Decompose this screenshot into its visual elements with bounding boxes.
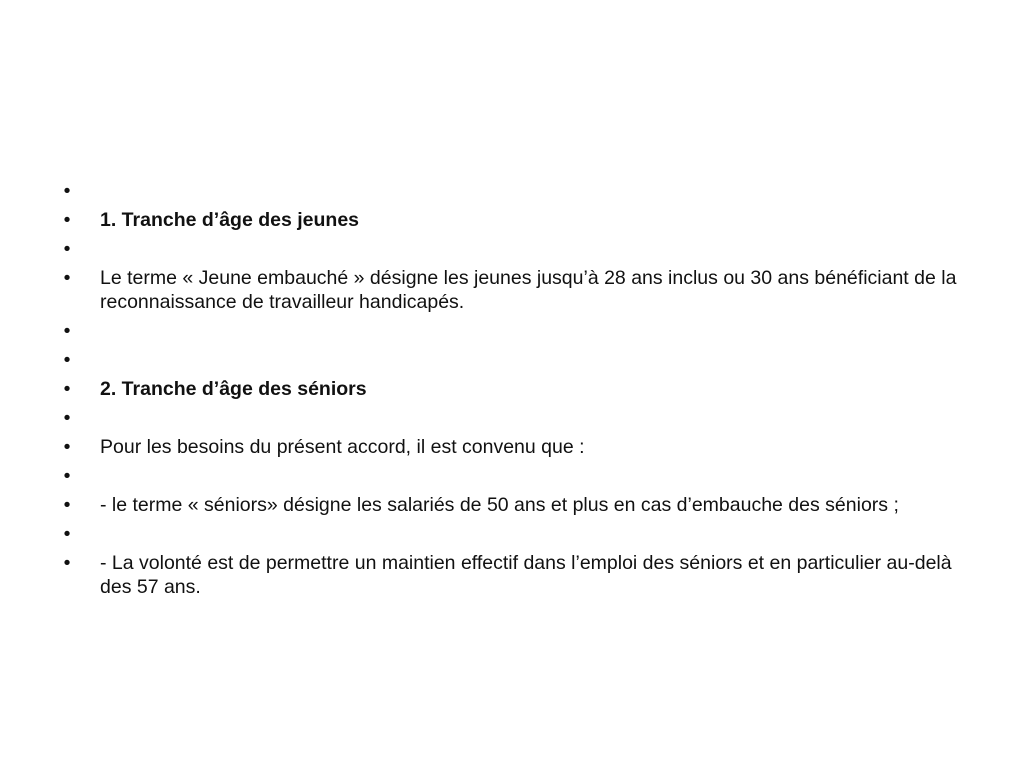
bullet-dot-icon: • [63, 238, 71, 260]
paragraph-volonte-maintien [60, 551, 960, 599]
heading-seniors [60, 377, 960, 401]
bullet-dot-icon: • [63, 209, 71, 231]
bullet-dot-icon: • [63, 267, 71, 289]
bullet-dot-icon: • [63, 436, 71, 458]
bullet-item-empty [60, 464, 960, 488]
bullet-item-empty [60, 237, 960, 261]
bullet-dot-icon: • [63, 180, 71, 202]
bullet-item-empty [60, 179, 960, 203]
paragraph-text: Pour les besoins du présent accord, il est convenu que : [100, 436, 585, 458]
bullet-item-empty [60, 406, 960, 430]
paragraph-text: Le terme « Jeune embauché » désigne les jeunes jusqu’à 28 ans inclus ou 30 ans bénéficiant de la reconnaissance de travailleur handicapés. [100, 267, 957, 313]
bullet-dot-icon: • [63, 552, 71, 574]
paragraph-text: - le terme « séniors» désigne les salariés de 50 ans et plus en cas d’embauche des séniors ; [100, 494, 899, 516]
bullet-item-empty [60, 319, 960, 343]
paragraph-text: - La volonté est de permettre un maintien effectif dans l’emploi des séniors et en particulier au-delà des 57 ans. [100, 552, 952, 598]
bullet-dot-icon: • [63, 465, 71, 487]
bullet-item-empty [60, 348, 960, 372]
paragraph-jeune-embauche [60, 266, 960, 314]
bullet-item-empty [60, 522, 960, 546]
bullet-dot-icon: • [63, 523, 71, 545]
heading-text: 2. Tranche d’âge des séniors [100, 378, 367, 400]
bullet-dot-icon: • [63, 320, 71, 342]
bullet-list [60, 179, 960, 604]
paragraph-besoins-accord [60, 435, 960, 459]
paragraph-terme-seniors [60, 493, 960, 517]
bullet-dot-icon: • [63, 349, 71, 371]
bullet-dot-icon: • [63, 407, 71, 429]
heading-text: 1. Tranche d’âge des jeunes [100, 209, 360, 231]
bullet-dot-icon: • [63, 378, 71, 400]
heading-jeunes [60, 208, 960, 232]
bullet-dot-icon: • [63, 494, 71, 516]
